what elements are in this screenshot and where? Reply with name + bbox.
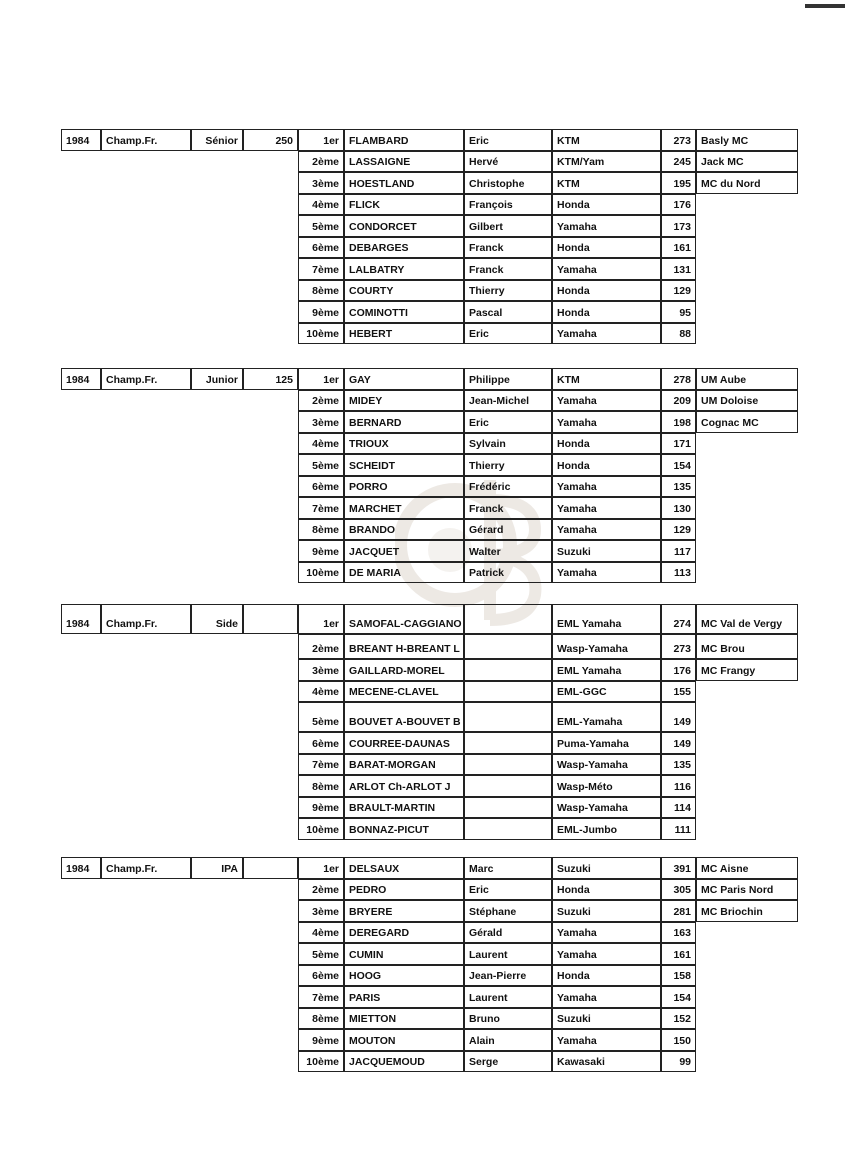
points-cell: 129 [661, 280, 696, 302]
points-cell: 130 [661, 497, 696, 519]
rider-name-cell: DELSAUX [344, 857, 464, 879]
bike-cell: Yamaha [552, 323, 661, 345]
rank-cell: 10ème [298, 1051, 344, 1073]
rank-cell: 1er [298, 129, 344, 151]
rider-name-cell: COURREE-DAUNAS [344, 732, 464, 754]
points-cell: 135 [661, 754, 696, 776]
first-name-cell: Stéphane [464, 900, 552, 922]
bike-cell: KTM/Yam [552, 151, 661, 173]
first-name-cell: Serge [464, 1051, 552, 1073]
rank-cell: 9ème [298, 797, 344, 819]
bike-cell: Yamaha [552, 943, 661, 965]
rank-cell: 2ème [298, 634, 344, 659]
bike-cell: Wasp-Yamaha [552, 634, 661, 659]
rank-cell: 5ème [298, 454, 344, 476]
first-name-cell: Thierry [464, 280, 552, 302]
first-name-cell: Christophe [464, 172, 552, 194]
first-name-cell: Sylvain [464, 433, 552, 455]
first-name-cell [464, 702, 552, 732]
rider-name-cell: GAILLARD-MOREL [344, 659, 464, 681]
club-cell: MC Frangy [696, 659, 798, 681]
rider-name-cell: HEBERT [344, 323, 464, 345]
bike-cell: Suzuki [552, 900, 661, 922]
championship-cell: Champ.Fr. [101, 129, 191, 151]
rank-cell: 2ème [298, 879, 344, 901]
first-name-cell: François [464, 194, 552, 216]
rank-cell: 1er [298, 857, 344, 879]
first-name-cell: Marc [464, 857, 552, 879]
first-name-cell: Gilbert [464, 215, 552, 237]
bike-cell: Yamaha [552, 922, 661, 944]
rider-name-cell: HOESTLAND [344, 172, 464, 194]
first-name-cell [464, 775, 552, 797]
rank-cell: 8ème [298, 519, 344, 541]
points-cell: 88 [661, 323, 696, 345]
points-cell: 131 [661, 258, 696, 280]
rank-cell: 7ème [298, 754, 344, 776]
first-name-cell [464, 797, 552, 819]
rider-name-cell: DEBARGES [344, 237, 464, 259]
club-cell: MC Val de Vergy [696, 604, 798, 634]
rank-cell: 8ème [298, 280, 344, 302]
first-name-cell [464, 818, 552, 840]
first-name-cell: Eric [464, 129, 552, 151]
first-name-cell: Jean-Pierre [464, 965, 552, 987]
points-cell: 150 [661, 1029, 696, 1051]
bike-cell: EML-Yamaha [552, 702, 661, 732]
points-cell: 176 [661, 194, 696, 216]
rank-cell: 9ème [298, 1029, 344, 1051]
category-cell: Side [191, 604, 243, 634]
rider-name-cell: FLAMBARD [344, 129, 464, 151]
championship-cell: Champ.Fr. [101, 857, 191, 879]
points-cell: 152 [661, 1008, 696, 1030]
year-cell: 1984 [61, 129, 101, 151]
rider-name-cell: MIETTON [344, 1008, 464, 1030]
class-cell [243, 857, 298, 879]
rank-cell: 9ème [298, 301, 344, 323]
points-cell: 281 [661, 900, 696, 922]
points-cell: 129 [661, 519, 696, 541]
rider-name-cell: JACQUEMOUD [344, 1051, 464, 1073]
first-name-cell: Laurent [464, 986, 552, 1008]
points-cell: 114 [661, 797, 696, 819]
rider-name-cell: MOUTON [344, 1029, 464, 1051]
bike-cell: Wasp-Yamaha [552, 797, 661, 819]
championship-cell: Champ.Fr. [101, 604, 191, 634]
first-name-cell [464, 681, 552, 703]
bike-cell: Kawasaki [552, 1051, 661, 1073]
club-cell: Cognac MC [696, 411, 798, 433]
points-cell: 176 [661, 659, 696, 681]
points-cell: 198 [661, 411, 696, 433]
bike-cell: Honda [552, 433, 661, 455]
rider-name-cell: PORRO [344, 476, 464, 498]
first-name-cell: Eric [464, 411, 552, 433]
rank-cell: 8ème [298, 775, 344, 797]
rank-cell: 5ème [298, 943, 344, 965]
bike-cell: KTM [552, 368, 661, 390]
first-name-cell: Hervé [464, 151, 552, 173]
bike-cell: Honda [552, 194, 661, 216]
first-name-cell: Gérard [464, 519, 552, 541]
bike-cell: EML-Jumbo [552, 818, 661, 840]
rank-cell: 3ème [298, 172, 344, 194]
rider-name-cell: BARAT-MORGAN [344, 754, 464, 776]
points-cell: 149 [661, 732, 696, 754]
points-cell: 117 [661, 540, 696, 562]
rider-name-cell: ARLOT Ch-ARLOT J [344, 775, 464, 797]
first-name-cell: Walter [464, 540, 552, 562]
rider-name-cell: COURTY [344, 280, 464, 302]
points-cell: 245 [661, 151, 696, 173]
first-name-cell: Alain [464, 1029, 552, 1051]
rider-name-cell: PEDRO [344, 879, 464, 901]
points-cell: 171 [661, 433, 696, 455]
bike-cell: EML-GGC [552, 681, 661, 703]
first-name-cell: Franck [464, 258, 552, 280]
first-name-cell [464, 604, 552, 634]
club-cell: UM Doloise [696, 390, 798, 412]
rank-cell: 4ème [298, 922, 344, 944]
points-cell: 95 [661, 301, 696, 323]
bike-cell: Honda [552, 280, 661, 302]
rider-name-cell: DE MARIA [344, 562, 464, 584]
points-cell: 278 [661, 368, 696, 390]
club-cell: MC du Nord [696, 172, 798, 194]
rank-cell: 10ème [298, 562, 344, 584]
points-cell: 154 [661, 986, 696, 1008]
first-name-cell: Laurent [464, 943, 552, 965]
rider-name-cell: CUMIN [344, 943, 464, 965]
rank-cell: 6ème [298, 965, 344, 987]
points-cell: 209 [661, 390, 696, 412]
bike-cell: Yamaha [552, 215, 661, 237]
points-cell: 116 [661, 775, 696, 797]
bike-cell: KTM [552, 172, 661, 194]
rider-name-cell: LASSAIGNE [344, 151, 464, 173]
rider-name-cell: SCHEIDT [344, 454, 464, 476]
rank-cell: 6ème [298, 476, 344, 498]
club-cell: Jack MC [696, 151, 798, 173]
rank-cell: 3ème [298, 659, 344, 681]
rank-cell: 6ème [298, 732, 344, 754]
rank-cell: 7ème [298, 986, 344, 1008]
bike-cell: Yamaha [552, 390, 661, 412]
rider-name-cell: BRAULT-MARTIN [344, 797, 464, 819]
points-cell: 273 [661, 129, 696, 151]
rider-name-cell: BRYERE [344, 900, 464, 922]
bike-cell: Honda [552, 965, 661, 987]
bike-cell: EML Yamaha [552, 604, 661, 634]
rank-cell: 4ème [298, 681, 344, 703]
category-cell: IPA [191, 857, 243, 879]
points-cell: 149 [661, 702, 696, 732]
first-name-cell: Frédéric [464, 476, 552, 498]
points-cell: 173 [661, 215, 696, 237]
rider-name-cell: BERNARD [344, 411, 464, 433]
rider-name-cell: COMINOTTI [344, 301, 464, 323]
first-name-cell: Pascal [464, 301, 552, 323]
first-name-cell: Eric [464, 879, 552, 901]
points-cell: 163 [661, 922, 696, 944]
scan-mark [805, 4, 845, 8]
bike-cell: Yamaha [552, 258, 661, 280]
bike-cell: Honda [552, 301, 661, 323]
class-cell: 125 [243, 368, 298, 390]
rider-name-cell: MIDEY [344, 390, 464, 412]
category-cell: Sénior [191, 129, 243, 151]
bike-cell: Wasp-Méto [552, 775, 661, 797]
bike-cell: Yamaha [552, 476, 661, 498]
rank-cell: 3ème [298, 411, 344, 433]
points-cell: 158 [661, 965, 696, 987]
points-cell: 195 [661, 172, 696, 194]
year-cell: 1984 [61, 368, 101, 390]
rank-cell: 1er [298, 604, 344, 634]
rider-name-cell: BONNAZ-PICUT [344, 818, 464, 840]
rank-cell: 7ème [298, 497, 344, 519]
club-cell: MC Brou [696, 634, 798, 659]
rank-cell: 10ème [298, 323, 344, 345]
points-cell: 161 [661, 237, 696, 259]
rank-cell: 8ème [298, 1008, 344, 1030]
rider-name-cell: BOUVET A-BOUVET B [344, 702, 464, 732]
points-cell: 274 [661, 604, 696, 634]
rider-name-cell: LALBATRY [344, 258, 464, 280]
first-name-cell: Thierry [464, 454, 552, 476]
rider-name-cell: BREANT H-BREANT L [344, 634, 464, 659]
bike-cell: Yamaha [552, 1029, 661, 1051]
points-cell: 154 [661, 454, 696, 476]
first-name-cell [464, 754, 552, 776]
first-name-cell [464, 732, 552, 754]
bike-cell: Honda [552, 879, 661, 901]
bike-cell: Suzuki [552, 1008, 661, 1030]
bike-cell: Puma-Yamaha [552, 732, 661, 754]
club-cell: MC Briochin [696, 900, 798, 922]
club-cell: MC Paris Nord [696, 879, 798, 901]
club-cell: MC Aisne [696, 857, 798, 879]
first-name-cell [464, 659, 552, 681]
rank-cell: 2ème [298, 390, 344, 412]
rank-cell: 3ème [298, 900, 344, 922]
club-cell: Basly MC [696, 129, 798, 151]
points-cell: 305 [661, 879, 696, 901]
bike-cell: Yamaha [552, 497, 661, 519]
rank-cell: 4ème [298, 433, 344, 455]
rider-name-cell: BRANDO [344, 519, 464, 541]
bike-cell: Wasp-Yamaha [552, 754, 661, 776]
rank-cell: 2ème [298, 151, 344, 173]
class-cell: 250 [243, 129, 298, 151]
rank-cell: 1er [298, 368, 344, 390]
points-cell: 161 [661, 943, 696, 965]
points-cell: 111 [661, 818, 696, 840]
rider-name-cell: DEREGARD [344, 922, 464, 944]
rank-cell: 10ème [298, 818, 344, 840]
points-cell: 99 [661, 1051, 696, 1073]
rider-name-cell: MARCHET [344, 497, 464, 519]
first-name-cell: Eric [464, 323, 552, 345]
first-name-cell: Franck [464, 497, 552, 519]
rank-cell: 5ème [298, 215, 344, 237]
first-name-cell: Patrick [464, 562, 552, 584]
bike-cell: Yamaha [552, 411, 661, 433]
rider-name-cell: MECENE-CLAVEL [344, 681, 464, 703]
bike-cell: Honda [552, 454, 661, 476]
first-name-cell: Jean-Michel [464, 390, 552, 412]
bike-cell: KTM [552, 129, 661, 151]
points-cell: 273 [661, 634, 696, 659]
points-cell: 155 [661, 681, 696, 703]
rank-cell: 9ème [298, 540, 344, 562]
rank-cell: 4ème [298, 194, 344, 216]
points-cell: 113 [661, 562, 696, 584]
first-name-cell: Bruno [464, 1008, 552, 1030]
bike-cell: Yamaha [552, 562, 661, 584]
first-name-cell: Philippe [464, 368, 552, 390]
bike-cell: EML Yamaha [552, 659, 661, 681]
rank-cell: 7ème [298, 258, 344, 280]
points-cell: 391 [661, 857, 696, 879]
rank-cell: 6ème [298, 237, 344, 259]
first-name-cell: Gérald [464, 922, 552, 944]
rider-name-cell: PARIS [344, 986, 464, 1008]
rider-name-cell: FLICK [344, 194, 464, 216]
year-cell: 1984 [61, 604, 101, 634]
rider-name-cell: CONDORCET [344, 215, 464, 237]
rider-name-cell: HOOG [344, 965, 464, 987]
championship-cell: Champ.Fr. [101, 368, 191, 390]
rank-cell: 5ème [298, 702, 344, 732]
first-name-cell [464, 634, 552, 659]
rider-name-cell: JACQUET [344, 540, 464, 562]
bike-cell: Honda [552, 237, 661, 259]
rider-name-cell: TRIOUX [344, 433, 464, 455]
bike-cell: Suzuki [552, 857, 661, 879]
year-cell: 1984 [61, 857, 101, 879]
class-cell [243, 604, 298, 634]
rider-name-cell: GAY [344, 368, 464, 390]
points-cell: 135 [661, 476, 696, 498]
club-cell: UM Aube [696, 368, 798, 390]
bike-cell: Yamaha [552, 986, 661, 1008]
category-cell: Junior [191, 368, 243, 390]
first-name-cell: Franck [464, 237, 552, 259]
bike-cell: Suzuki [552, 540, 661, 562]
bike-cell: Yamaha [552, 519, 661, 541]
rider-name-cell: SAMOFAL-CAGGIANO [344, 604, 464, 634]
